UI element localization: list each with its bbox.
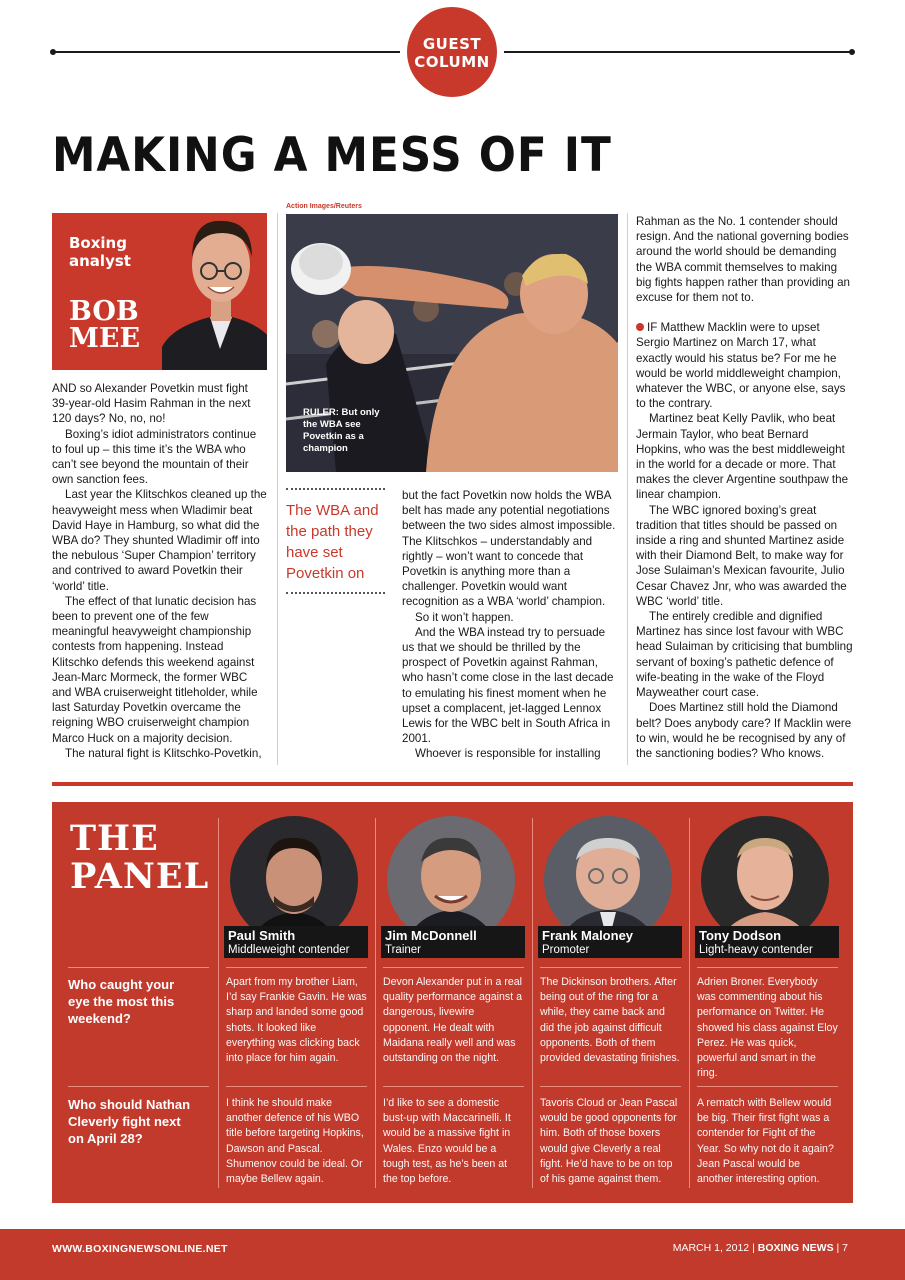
panel-row-divider <box>226 1086 367 1087</box>
panelist-name: Tony Dodson <box>699 928 782 943</box>
panel-title <box>70 820 209 896</box>
paragraph: Boxing’s idiot administrators continue to foul up – this time it’s the WBA who can’t see beyond the mountain of their own sanction fees. <box>52 427 257 487</box>
panel-answer: Devon Alexander put in a real quality performance against a dangerous, livewire opponent. He dealt with Maidana really well and was outstanding on the night. <box>383 976 522 1065</box>
panel-answer: I’d like to see a domestic bust-up with Maccarinelli. It would be a massive fight in Wales. Enzo would be a tough test, as he’s been at the top before. <box>383 1097 511 1186</box>
panel-title-line-1: THE <box>70 818 159 859</box>
author-name-line-1: BOB <box>69 296 139 327</box>
panelist-name: Frank Maloney <box>542 928 634 943</box>
panel-column-divider <box>689 818 690 1188</box>
author-label <box>69 234 131 270</box>
panel-row-divider <box>68 1086 209 1087</box>
panelist-photo-paul-smith <box>230 816 358 944</box>
issue-date: MARCH 1, 2012 <box>672 1242 750 1254</box>
author-name <box>69 298 140 352</box>
panelist-role: Middleweight contender <box>228 944 350 956</box>
article-column-2 <box>402 488 618 762</box>
panel-question-1: Who caught your eye the most this weekend? <box>68 977 175 1026</box>
section-divider <box>52 782 853 786</box>
panel-question-2: Who should Nathan Cleverly fight next on April 28? <box>68 1097 191 1146</box>
badge-line-1: GUEST <box>422 35 482 53</box>
author-name-line-2: MEE <box>69 323 141 354</box>
paragraph: Rahman as the No. 1 contender should resign. And the national governing bodies around the world should be demanding the WBA commit themselves to making big fights happen rather than providing an excuse for them not to. <box>636 215 850 305</box>
panelist-photo-frank-maloney <box>544 816 672 944</box>
footer-separator: | <box>836 1242 843 1254</box>
page-number: 7 <box>842 1242 848 1254</box>
panel-column-divider <box>532 818 533 1188</box>
panel-answer: Adrien Broner. Everybody was commenting about his performance on Twitter. He showed his class against Eloy Perez. He was quick, powerful and smart in the ring. <box>697 976 838 1080</box>
panelist-photo-tony-dodson <box>701 816 829 944</box>
paragraph: AND so Alexander Povetkin must fight 39-year-old Hasim Rahman in the next 120 days? No, no, no! <box>52 382 251 426</box>
paragraph: The entirely credible and dignified Martinez has since lost favour with WBC head Sulaiman by criticising that bumbling servant of boxing’s pathetic defence of wife-beating in the wake of the Floyd Mayweather court case. <box>636 610 853 700</box>
column-divider <box>627 213 628 765</box>
article-column-3 <box>636 214 853 761</box>
panel-title-line-2: PANEL <box>70 856 210 897</box>
panelist-photo-jim-mcdonnell <box>387 816 515 944</box>
panel-column-divider <box>375 818 376 1188</box>
page-title: MAKING A MESS OF IT <box>52 128 612 183</box>
footer-info <box>673 1242 848 1254</box>
photo-credit: Action Images/Reuters <box>286 203 362 210</box>
panelist-portrait <box>701 816 829 944</box>
panel-row-divider <box>540 1086 681 1087</box>
panelist-portrait <box>230 816 358 944</box>
paragraph: Whoever is responsible for installing <box>415 747 601 761</box>
panel-row-divider <box>697 1086 838 1087</box>
panelist-name-bar <box>224 926 368 958</box>
panel-answer: Tavoris Cloud or Jean Pascal would be good opponents for him. Both of those boxers would give Cleverly a real fight. He’d have to be on top of his game against them. <box>540 1097 678 1186</box>
paragraph: The WBC ignored boxing’s great tradition that titles should be passed on inside a ring and shunted Martinez aside with their Diamond Belt, to make way for Jose Sulaiman’s Mexican favourite, Julio Cesar Chavez Jnr, who was awarded the WBC ‘world’ title. <box>636 503 847 608</box>
paragraph-text: IF Matthew Macklin were to upset Sergio Martinez on March 17, what exactly would his status be? For me he would be world middleweight champion, whatever the WBC, or anyone else, says to the contrary. <box>636 321 846 411</box>
guest-column-badge <box>407 7 497 97</box>
badge-line-2: COLUMN <box>414 53 490 71</box>
panelist-role: Light-heavy contender <box>699 944 813 956</box>
footer-separator: | <box>752 1242 758 1254</box>
paragraph <box>636 320 853 411</box>
column-divider <box>277 213 278 765</box>
author-box <box>52 213 267 370</box>
panelist-name-bar <box>695 926 839 958</box>
pull-quote: The WBA and the path they have set Povetkin on <box>286 488 385 594</box>
panelist-role: Trainer <box>385 944 421 956</box>
panel-answer: The Dickinson brothers. After being out of the ring for a while, they came back and did the job against difficult opponents. Both of them provided devastating finishes. <box>540 976 680 1065</box>
panelist-role: Promoter <box>542 944 590 956</box>
the-panel <box>52 802 853 1203</box>
panel-row-divider <box>697 967 838 968</box>
author-portrait <box>162 213 267 370</box>
panelist-portrait <box>544 816 672 944</box>
paragraph: The natural fight is Klitschko-Povetkin, <box>65 746 262 760</box>
panelist-name: Paul Smith <box>228 928 296 943</box>
panel-row-divider <box>383 1086 524 1087</box>
paragraph: Does Martinez still hold the Diamond belt? Does anybody care? If Macklin were to win, would he be recognised by any of the sanctioning bodies? Who knows. <box>636 701 852 760</box>
panel-column-divider <box>218 818 219 1188</box>
paragraph: The effect of that lunatic decision has been to prevent one of the few meaningful heavyweight championship contests from happening. Instead Klitschko defends this weekend against Jean-Marc Mormeck, the former WBC and WBA cruiserweight titleholder, while last Saturday Povetkin overcame the reigning WBO cruiserweight champion Marco Huck on a majority decision. <box>52 594 258 745</box>
website-link[interactable]: WWW.BOXINGNEWSONLINE.NET <box>52 1243 228 1255</box>
panelist-name: Jim McDonnell <box>385 928 477 943</box>
paragraph: So it won’t happen. <box>415 610 514 624</box>
paragraph: Martinez beat Kelly Pavlik, who beat Jermain Taylor, who beat Bernard Hopkins, who was the best middleweight in the world for a decade or more. That makes the clever Argentine southpaw the linear champion. <box>636 412 849 502</box>
paragraph: And the WBA instead try to persuade us that we should be thrilled by the prospect of Povetkin against Rahman, who hasn’t come close in the last decade to emulating his finest moment when he upset a complacent, jet-lagged Lennox Lewis for the WBC belt in South Africa in 2001. <box>402 625 614 746</box>
panelist-name-bar <box>381 926 525 958</box>
header-rule-left <box>53 51 400 53</box>
panel-answer: I think he should make another defence of his WBO title before targeting Hopkins, Dawson and Pascal. Shumenov could be ideal. Or maybe Bellew again. <box>226 1097 364 1186</box>
panel-row-divider <box>68 967 209 968</box>
panel-row-divider <box>540 967 681 968</box>
header-rule-dot-right <box>849 49 855 55</box>
article-column-1 <box>52 381 267 761</box>
panel-row-divider <box>383 967 524 968</box>
bullet-icon <box>636 323 644 331</box>
panelist-portrait <box>387 816 515 944</box>
header-rule-right <box>504 51 851 53</box>
panel-answer: Apart from my brother Liam, I’d say Frankie Gavin. He was sharp and landed some good shots. It looked like everything was clicking back into place for him again. <box>226 976 367 1065</box>
paragraph: but the fact Povetkin now holds the WBA belt has made any potential negotiations between the two sides almost impossible. The Klitschkos – understandably and rightly – won’t want to concede that Povetkin is anything more than a challenger. Povetkin would want recognition as a WBA ‘world’ champion. <box>402 489 616 609</box>
photo-caption: RULER: But only the WBA see Povetkin as a champion <box>303 407 380 454</box>
panel-answer: A rematch with Bellew would be big. Their first fight was a contender for Fight of the Year. So why not do it again? Jean Pascal would be another interesting option. <box>697 1097 834 1186</box>
author-label-line-2: analyst <box>69 252 131 270</box>
author-label-line-1: Boxing <box>69 234 127 252</box>
panelist-name-bar <box>538 926 682 958</box>
page-footer <box>0 1229 905 1280</box>
paragraph: Last year the Klitschkos cleaned up the heavyweight mess when Wladimir beat David Haye in Hamburg, so what did the WBA do? They shunted Wladimir off into the nebulous ‘Super Champion’ territory and contrived to award Povetkin their ‘world’ title. <box>52 488 267 593</box>
publication-name: BOXING NEWS <box>757 1242 834 1254</box>
panel-row-divider <box>226 967 367 968</box>
